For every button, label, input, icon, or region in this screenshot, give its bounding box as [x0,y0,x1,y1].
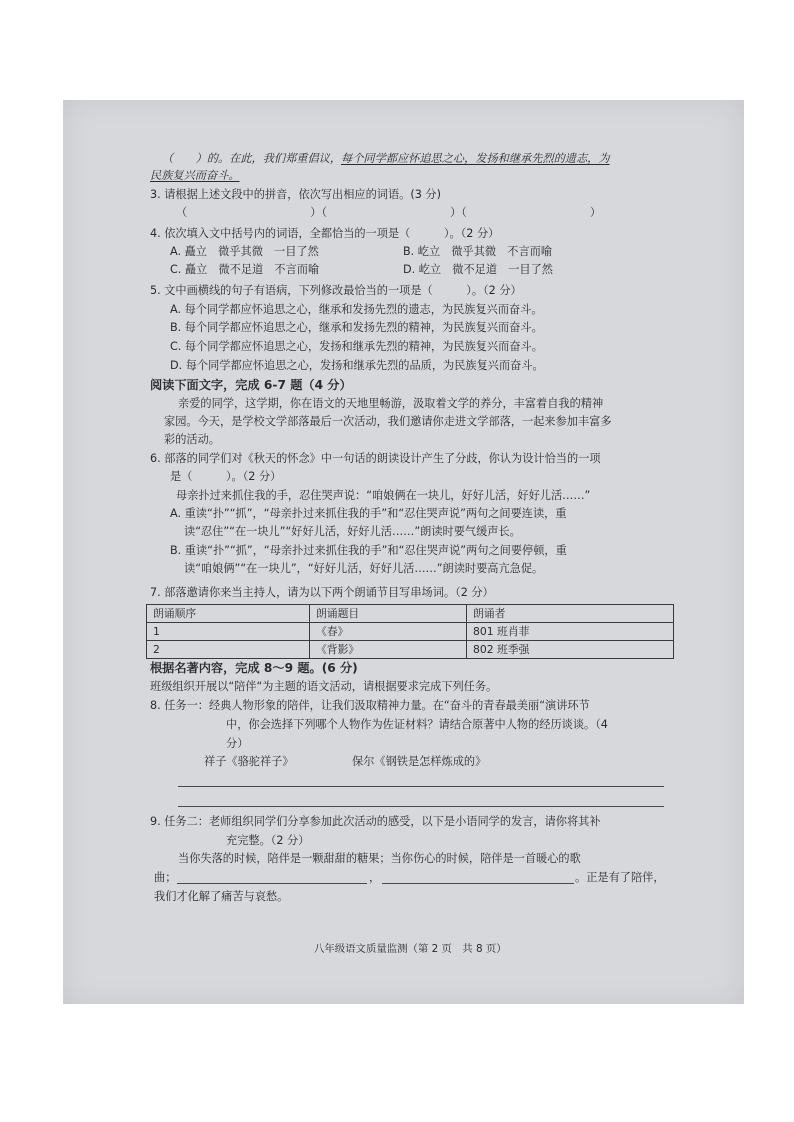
fill-blank-1[interactable] [177,883,367,884]
q6-option-a: A. 重读“扑”“抓”，“母亲扑过来抓住我的手”和“忍住哭声说”两句之间要连读，重 [170,507,567,520]
question-8: 8. 任务一：经典人物形象的陪伴，让我们汲取精神力量。在“奋斗的青春最美丽“演讲环节 [150,699,590,712]
question-9-passage: 当你失落的时候，陪伴是一颗甜甜的糖果；当你伤心的时候，陪伴是一首暖心的歌 [178,852,581,865]
question-9: 9. 任务二：老师组织同学们分享参加此次活动的感受，以下是小语同学的发言，请你将其补 [150,815,601,828]
q4-option-c: C. 矗立 微不足道 不言而喻 [170,263,320,276]
passage-line-2: 家园。今天，是学校文学部落最后一次活动，我们邀请你走进文学部落，一起来参加丰富多 [164,415,612,428]
section-heading-classics: 根据名著内容，完成 8～9 题。(6 分) [150,661,358,675]
question-9-closing: 我们才化解了痛苦与哀愁。 [154,890,289,903]
table-row [147,623,674,641]
section-heading-reading: 阅读下面文字，完成 6-7 题（4 分） [150,378,352,392]
question-3-blanks[interactable]: （ ）（ ）（ ） [176,206,602,219]
q5-option-c: C. 每个同学都应怀追思之心，发扬和继承先烈的精神，为民族复兴而奋斗。 [170,340,543,353]
table-header: 朗诵者 [467,605,674,623]
recitation-table [146,604,674,659]
q6-option-b-cont: 读“咱娘俩”“在一块儿”，“好好儿活，好好儿活……”朗读时要高亢急促。 [184,562,544,575]
q4-option-b: B. 屹立 微乎其微 不言而喻 [403,245,553,258]
table-cell: 801 班肖菲 [467,623,674,641]
q8-choice-paul: 保尔《钢铁是怎样炼成的》 [352,755,487,768]
question-7: 7. 部落邀请你来当主持人，请为以下两个朗诵节目写串场词。（2 分） [150,586,494,599]
q4-option-d: D. 屹立 微不足道 一目了然 [403,263,553,276]
question-8-cont: 中，你会选择下列哪个人物作为佐证材料？请结合原著中人物的经历谈谈。（4 [226,718,608,731]
page-footer: 八年级语文质量监测（第 2 页 共 8 页） [314,943,507,955]
q6-option-b: B. 重读“扑”“抓”，“母亲扑过来抓住我的手”和“忍住哭声说”两句之间要停顿，重 [170,544,567,557]
table-row [147,641,674,659]
question-9-cont: 充完整。（2 分） [226,834,310,847]
fill-blank-2[interactable] [382,883,574,884]
question-3: 3. 请根据上述文段中的拼音，依次写出相应的词语。(3 分) [150,188,441,201]
underlined-sentence-end: 民族复兴而奋斗。 [150,169,240,182]
passage-line-1: 亲爱的同学，这学期，你在语文的天地里畅游，汲取着文学的养分，丰富着自我的精神 [178,397,604,410]
q5-option-a: A. 每个同学都应怀追思之心，继承和发扬先烈的遗志，为民族复兴而奋斗。 [170,303,543,316]
table-cell: 2 [147,641,310,659]
answer-line[interactable] [178,786,664,787]
question-9-fill-start: 曲； [154,871,177,884]
question-6-cont: 是（ ）。（2 分） [170,470,282,483]
q4-option-a: A. 矗立 微乎其微 一目了然 [170,245,319,258]
q5-option-b: B. 每个同学都应怀追思之心，继承和发扬先烈的精神，为民族复兴而奋斗。 [170,321,543,334]
question-6-quote: 母亲扑过来抓住我的手，忍住哭声说：“咱娘俩在一块儿，好好儿活，好好儿活……” [176,489,591,502]
answer-line[interactable] [178,806,664,807]
question-4: 4. 依次填入文中括号内的词语，全都恰当的一项是（ ）。（2 分） [150,227,500,240]
table-header: 朗诵顺序 [147,605,310,623]
question-6: 6. 部落的同学们对《秋天的怀念》中一句话的朗读设计产生了分歧，你认为设计恰当的一项 [150,452,601,465]
text-intro-a: （ ）的。在此，我们郑重倡议， [162,152,342,165]
table-header-row [147,605,674,623]
fill-comma: ， [369,871,381,884]
question-9-fill-end: 。正是有了陪伴， [575,871,665,884]
underlined-sentence: 每个同学都应怀追思之心，发扬和继承先烈的遗志，为 [341,152,610,165]
table-cell: 《春》 [310,623,467,641]
question-5: 5. 文中画横线的句子有语病，下列修改最恰当的一项是（ ）。（2 分） [150,284,522,297]
table-cell: 802 班季强 [467,641,674,659]
q6-option-a-cont: 读“忍住”“在一块儿”“好好儿活，好好儿活……”朗读时要气缓声长。 [184,525,521,538]
passage-line-3: 彩的活动。 [164,433,220,446]
table-header: 朗诵题目 [310,605,467,623]
table-cell: 《背影》 [310,641,467,659]
question-8-score: 分） [226,737,249,750]
q5-option-d: D. 每个同学都应怀追思之心，发扬和继承先烈的品质，为民族复兴而奋斗。 [170,359,544,372]
q8-choice-xiangzi: 祥子《骆驼祥子》 [204,755,294,768]
task-intro: 班级组织开展以“陪伴“为主题的语文活动，请根据要求完成下列任务。 [150,680,498,693]
line-intro [162,151,610,167]
table-cell: 1 [147,623,310,641]
